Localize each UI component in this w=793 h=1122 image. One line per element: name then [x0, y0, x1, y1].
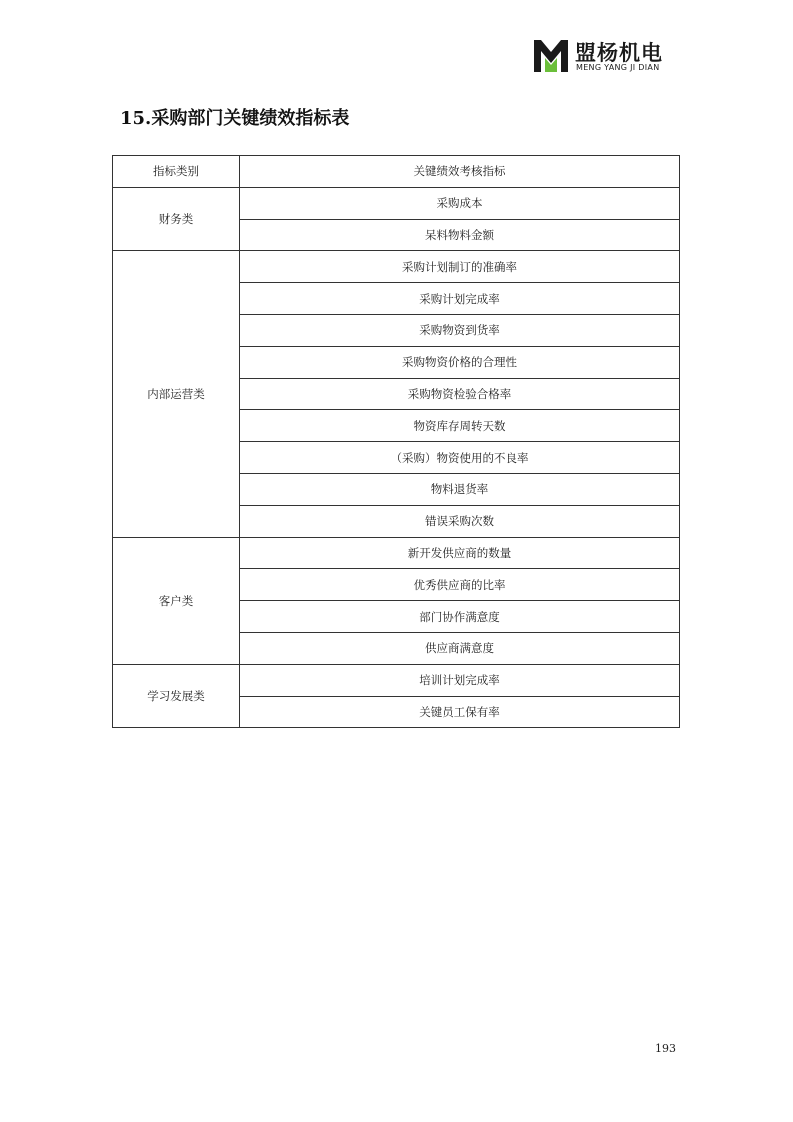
indicator-cell: 采购物资价格的合理性 [240, 346, 680, 378]
table-row [113, 251, 680, 283]
indicator-cell: 供应商满意度 [240, 632, 680, 664]
indicator-cell: 采购计划制订的准确率 [240, 251, 680, 283]
page-number: 193 [655, 1042, 676, 1055]
indicator-cell: 物料退货率 [240, 473, 680, 505]
header-category: 指标类别 [113, 156, 240, 188]
indicator-cell: 采购计划完成率 [240, 283, 680, 315]
category-cell: 财务类 [113, 187, 240, 251]
indicator-cell: 采购物资到货率 [240, 314, 680, 346]
header-indicator: 关键绩效考核指标 [240, 156, 680, 188]
table-header-row [113, 156, 680, 188]
logo-english-text: MENG YANG JI DIAN [576, 63, 660, 72]
logo-chinese-text: 盟杨机电 [575, 41, 663, 65]
category-cell: 学习发展类 [113, 664, 240, 728]
indicator-cell: 关键员工保有率 [240, 696, 680, 728]
indicator-cell: 物资库存周转天数 [240, 410, 680, 442]
indicator-cell: 培训计划完成率 [240, 664, 680, 696]
indicator-cell: 呆料物料金额 [240, 219, 680, 251]
indicator-cell: （采购）物资使用的不良率 [240, 442, 680, 474]
logo-m-icon [534, 38, 568, 72]
indicator-cell: 部门协作满意度 [240, 601, 680, 633]
category-cell: 客户类 [113, 537, 240, 664]
table-row [113, 187, 680, 219]
table-row [113, 664, 680, 696]
category-cell: 内部运营类 [113, 251, 240, 537]
indicator-cell: 错误采购次数 [240, 505, 680, 537]
page-title: 15.采购部门关键绩效指标表 [120, 108, 350, 129]
table-row [113, 537, 680, 569]
indicator-cell: 采购成本 [240, 187, 680, 219]
company-logo [534, 38, 674, 74]
indicator-cell: 采购物资检验合格率 [240, 378, 680, 410]
kpi-table [112, 155, 680, 728]
indicator-cell: 优秀供应商的比率 [240, 569, 680, 601]
indicator-cell: 新开发供应商的数量 [240, 537, 680, 569]
